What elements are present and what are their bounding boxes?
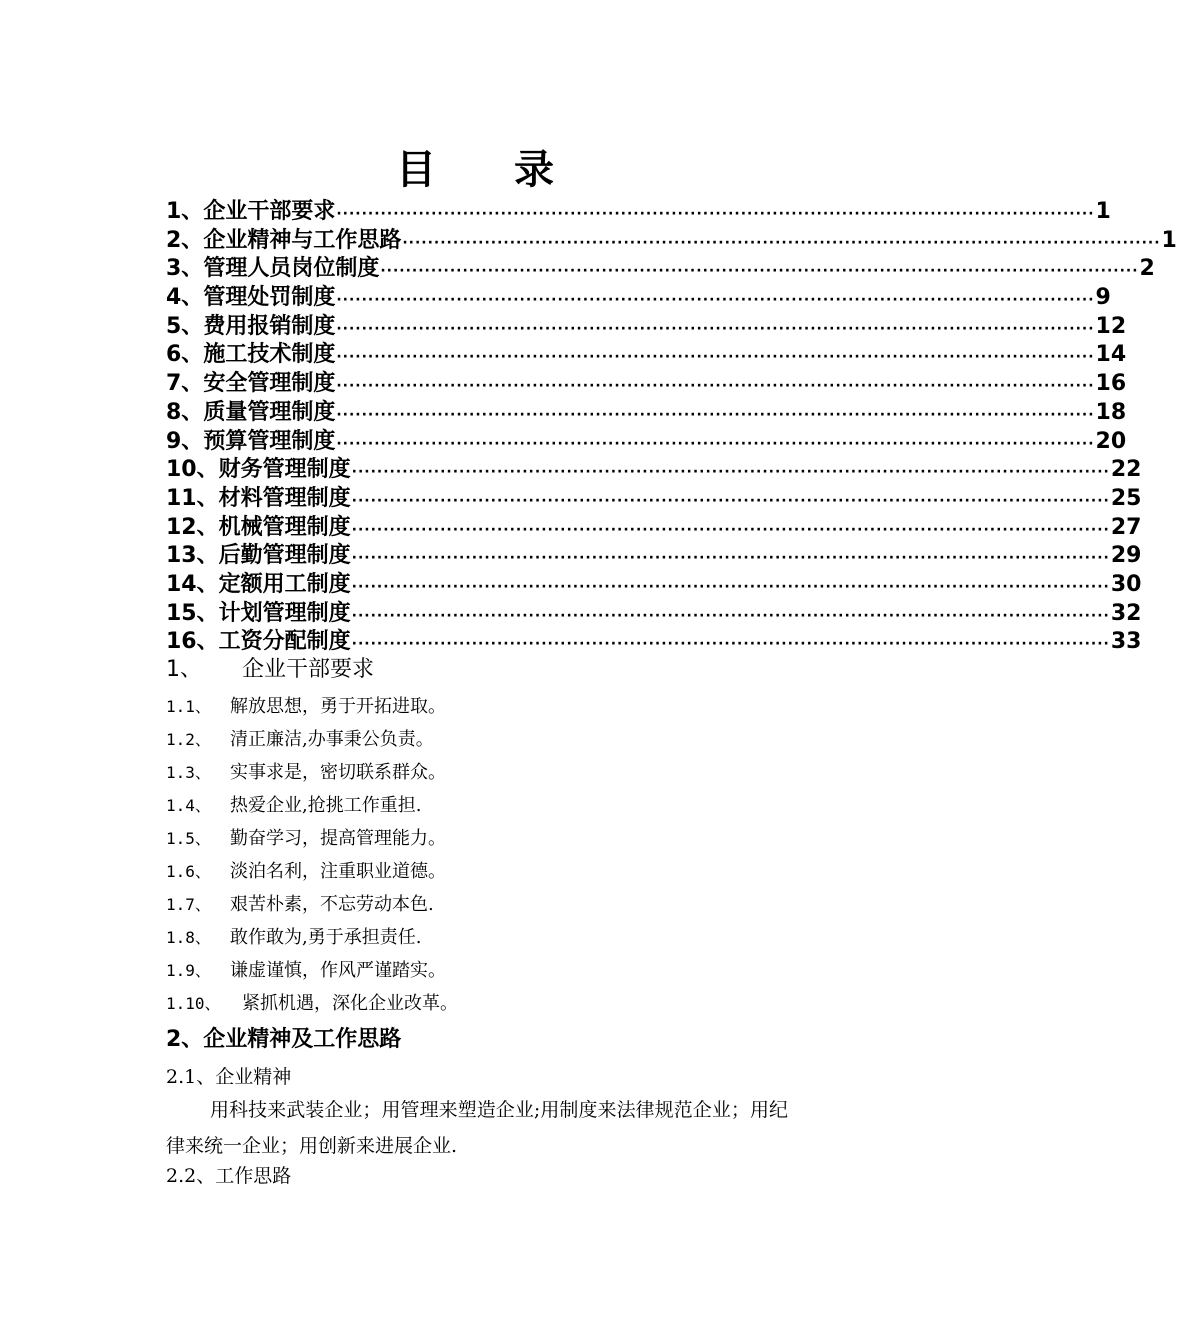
- section-title: 企业干部要求: [242, 657, 375, 682]
- toc-entry-number: 12、: [166, 514, 219, 540]
- toc-entry-number: 5、: [166, 313, 204, 339]
- toc-leader-dots: ························································································································: [351, 464, 1110, 481]
- toc-leader-dots: ························································································································: [336, 206, 1095, 222]
- toc-entry-label: 安全管理制度: [203, 371, 336, 397]
- list-item-text: 紧抓机遇，深化企业改革。: [242, 993, 458, 1014]
- toc-entry-number: 10、: [166, 457, 219, 483]
- toc-leader-dots: ························································································································: [336, 320, 1095, 337]
- toc-entry-number: 4、: [166, 285, 204, 311]
- toc-entry[interactable]: [166, 284, 1111, 313]
- toc-entry-page: 14: [1095, 342, 1127, 368]
- toc-entry[interactable]: [166, 399, 1127, 428]
- toc-leader-dots: ························································································································: [336, 435, 1095, 452]
- toc-entry[interactable]: [166, 255, 1155, 284]
- toc-entry-page: 30: [1110, 571, 1142, 597]
- subsection-heading: 2.1、企业精神: [166, 1066, 292, 1088]
- list-item: [166, 954, 786, 987]
- toc-entry-label: 质量管理制度: [203, 399, 336, 425]
- toc-entry-page: 16: [1095, 371, 1127, 397]
- toc-entry-number: 9、: [166, 428, 204, 454]
- list-item-text: 勤奋学习，提高管理能力。: [230, 828, 446, 849]
- toc-entry-page: 22: [1110, 457, 1142, 483]
- list-item-text: 解放思想，勇于开拓进取。: [230, 696, 446, 717]
- toc-entry-number: 3、: [166, 256, 204, 282]
- toc-entry[interactable]: [166, 370, 1127, 399]
- toc-entry[interactable]: [166, 600, 1142, 629]
- toc-leader-dots: ························································································································: [351, 578, 1110, 595]
- list-item: [166, 987, 786, 1020]
- toc-leader-dots: ························································································································: [336, 292, 1095, 309]
- toc-entry[interactable]: [166, 628, 1142, 657]
- toc-entry-page: 2: [1139, 256, 1155, 282]
- list-item-number: 1.2、: [166, 730, 211, 749]
- toc-leader-dots: ························································································································: [336, 378, 1095, 395]
- toc-leader-dots: ························································································································: [351, 636, 1110, 653]
- list-item-number: 1.8、: [166, 928, 211, 947]
- list-item-number: 1.3、: [166, 763, 211, 782]
- table-of-contents: [166, 198, 1177, 657]
- toc-entry-label: 管理人员岗位制度: [203, 256, 380, 282]
- list-item: [166, 888, 786, 921]
- toc-entry-number: 13、: [166, 543, 219, 569]
- toc-entry-label: 计划管理制度: [218, 600, 351, 626]
- toc-entry-label: 机械管理制度: [218, 514, 351, 540]
- toc-entry-label: 费用报销制度: [203, 313, 336, 339]
- toc-entry-page: 27: [1110, 514, 1142, 540]
- toc-leader-dots: ························································································································: [351, 607, 1110, 624]
- list-item: [166, 921, 786, 954]
- list-item-number: 1.7、: [166, 895, 211, 914]
- list-item-text: 实事求是，密切联系群众。: [230, 762, 446, 783]
- toc-leader-dots: ························································································································: [380, 263, 1139, 280]
- toc-entry-label: 预算管理制度: [203, 428, 336, 454]
- list-item-text: 艰苦朴素，不忘劳动本色.: [230, 894, 434, 915]
- list-item-text: 敢作敢为,勇于承担责任.: [230, 927, 422, 948]
- toc-entry-page: 9: [1095, 285, 1111, 311]
- toc-entry[interactable]: [166, 341, 1127, 370]
- toc-entry-number: 8、: [166, 399, 204, 425]
- toc-entry-page: 1: [1095, 199, 1111, 224]
- list-item: [166, 822, 786, 855]
- toc-entry-number: 1、: [166, 199, 204, 224]
- toc-leader-dots: ························································································································: [402, 234, 1161, 251]
- toc-entry-page: 33: [1110, 629, 1142, 655]
- list-item: [166, 789, 786, 822]
- list-item: [166, 723, 786, 756]
- list-item-text: 热爱企业,抢挑工作重担.: [230, 795, 422, 816]
- toc-leader-dots: ························································································································: [351, 492, 1110, 509]
- toc-entry-number: 16、: [166, 629, 219, 655]
- toc-entry[interactable]: [166, 485, 1142, 514]
- toc-entry[interactable]: [166, 428, 1127, 457]
- section-number: 1、: [166, 657, 202, 682]
- toc-entry-number: 6、: [166, 342, 204, 368]
- toc-leader-dots: ························································································································: [351, 550, 1110, 567]
- paragraph: 用科技来武装企业；用管理来塑造企业;用制度来法律规范企业；用纪律来统一企业；用创新来进展企业.: [166, 1099, 788, 1157]
- toc-entry[interactable]: [166, 456, 1142, 485]
- page-title: 目录: [396, 147, 632, 193]
- toc-entry-label: 工资分配制度: [218, 629, 351, 655]
- toc-entry[interactable]: [166, 571, 1142, 600]
- toc-leader-dots: ························································································································: [336, 349, 1095, 366]
- toc-entry-label: 企业精神与工作思路: [203, 227, 402, 253]
- toc-entry-number: 11、: [166, 485, 219, 511]
- section-heading: 2、企业精神及工作思路: [166, 1027, 402, 1052]
- requirement-list: [166, 690, 786, 1020]
- toc-leader-dots: ························································································································: [351, 521, 1110, 538]
- toc-entry-label: 财务管理制度: [218, 457, 351, 483]
- toc-entry-label: 材料管理制度: [218, 485, 351, 511]
- toc-leader-dots: ························································································································: [336, 406, 1095, 423]
- toc-entry[interactable]: [166, 542, 1142, 571]
- toc-entry[interactable]: [166, 227, 1177, 256]
- list-item: [166, 756, 786, 789]
- section-heading: [166, 655, 374, 685]
- toc-entry-label: 企业干部要求: [203, 199, 336, 224]
- list-item-number: 1.10、: [166, 994, 221, 1013]
- toc-entry-label: 施工技术制度: [203, 342, 336, 368]
- toc-entry-page: 12: [1095, 313, 1127, 339]
- list-item-number: 1.9、: [166, 961, 211, 980]
- list-item-number: 1.5、: [166, 829, 211, 848]
- toc-entry-number: 2、: [166, 227, 204, 253]
- toc-entry-page: 1: [1161, 227, 1177, 253]
- list-item: [166, 690, 786, 723]
- list-item-text: 谦虚谨慎，作风严谨踏实。: [230, 960, 446, 981]
- toc-entry[interactable]: [166, 198, 1111, 227]
- toc-entry-number: 7、: [166, 371, 204, 397]
- list-item-number: 1.1、: [166, 697, 211, 716]
- list-item: [166, 855, 786, 888]
- toc-entry-number: 15、: [166, 600, 219, 626]
- toc-entry-label: 定额用工制度: [218, 571, 351, 597]
- toc-entry-page: 25: [1110, 485, 1142, 511]
- list-item-number: 1.4、: [166, 796, 211, 815]
- list-item-number: 1.6、: [166, 862, 211, 881]
- toc-entry-label: 后勤管理制度: [218, 543, 351, 569]
- toc-entry-page: 18: [1095, 399, 1127, 425]
- toc-entry-page: 32: [1110, 600, 1142, 626]
- toc-entry-label: 管理处罚制度: [203, 285, 336, 311]
- subsection-heading: 2.2、工作思路: [166, 1165, 292, 1187]
- toc-entry[interactable]: [166, 313, 1127, 342]
- toc-entry-page: 29: [1110, 543, 1142, 569]
- list-item-text: 清正廉洁,办事秉公负责。: [230, 729, 434, 750]
- toc-entry[interactable]: [166, 514, 1142, 543]
- list-item-text: 淡泊名利，注重职业道德。: [230, 861, 446, 882]
- toc-entry-number: 14、: [166, 571, 219, 597]
- toc-entry-page: 20: [1095, 428, 1127, 454]
